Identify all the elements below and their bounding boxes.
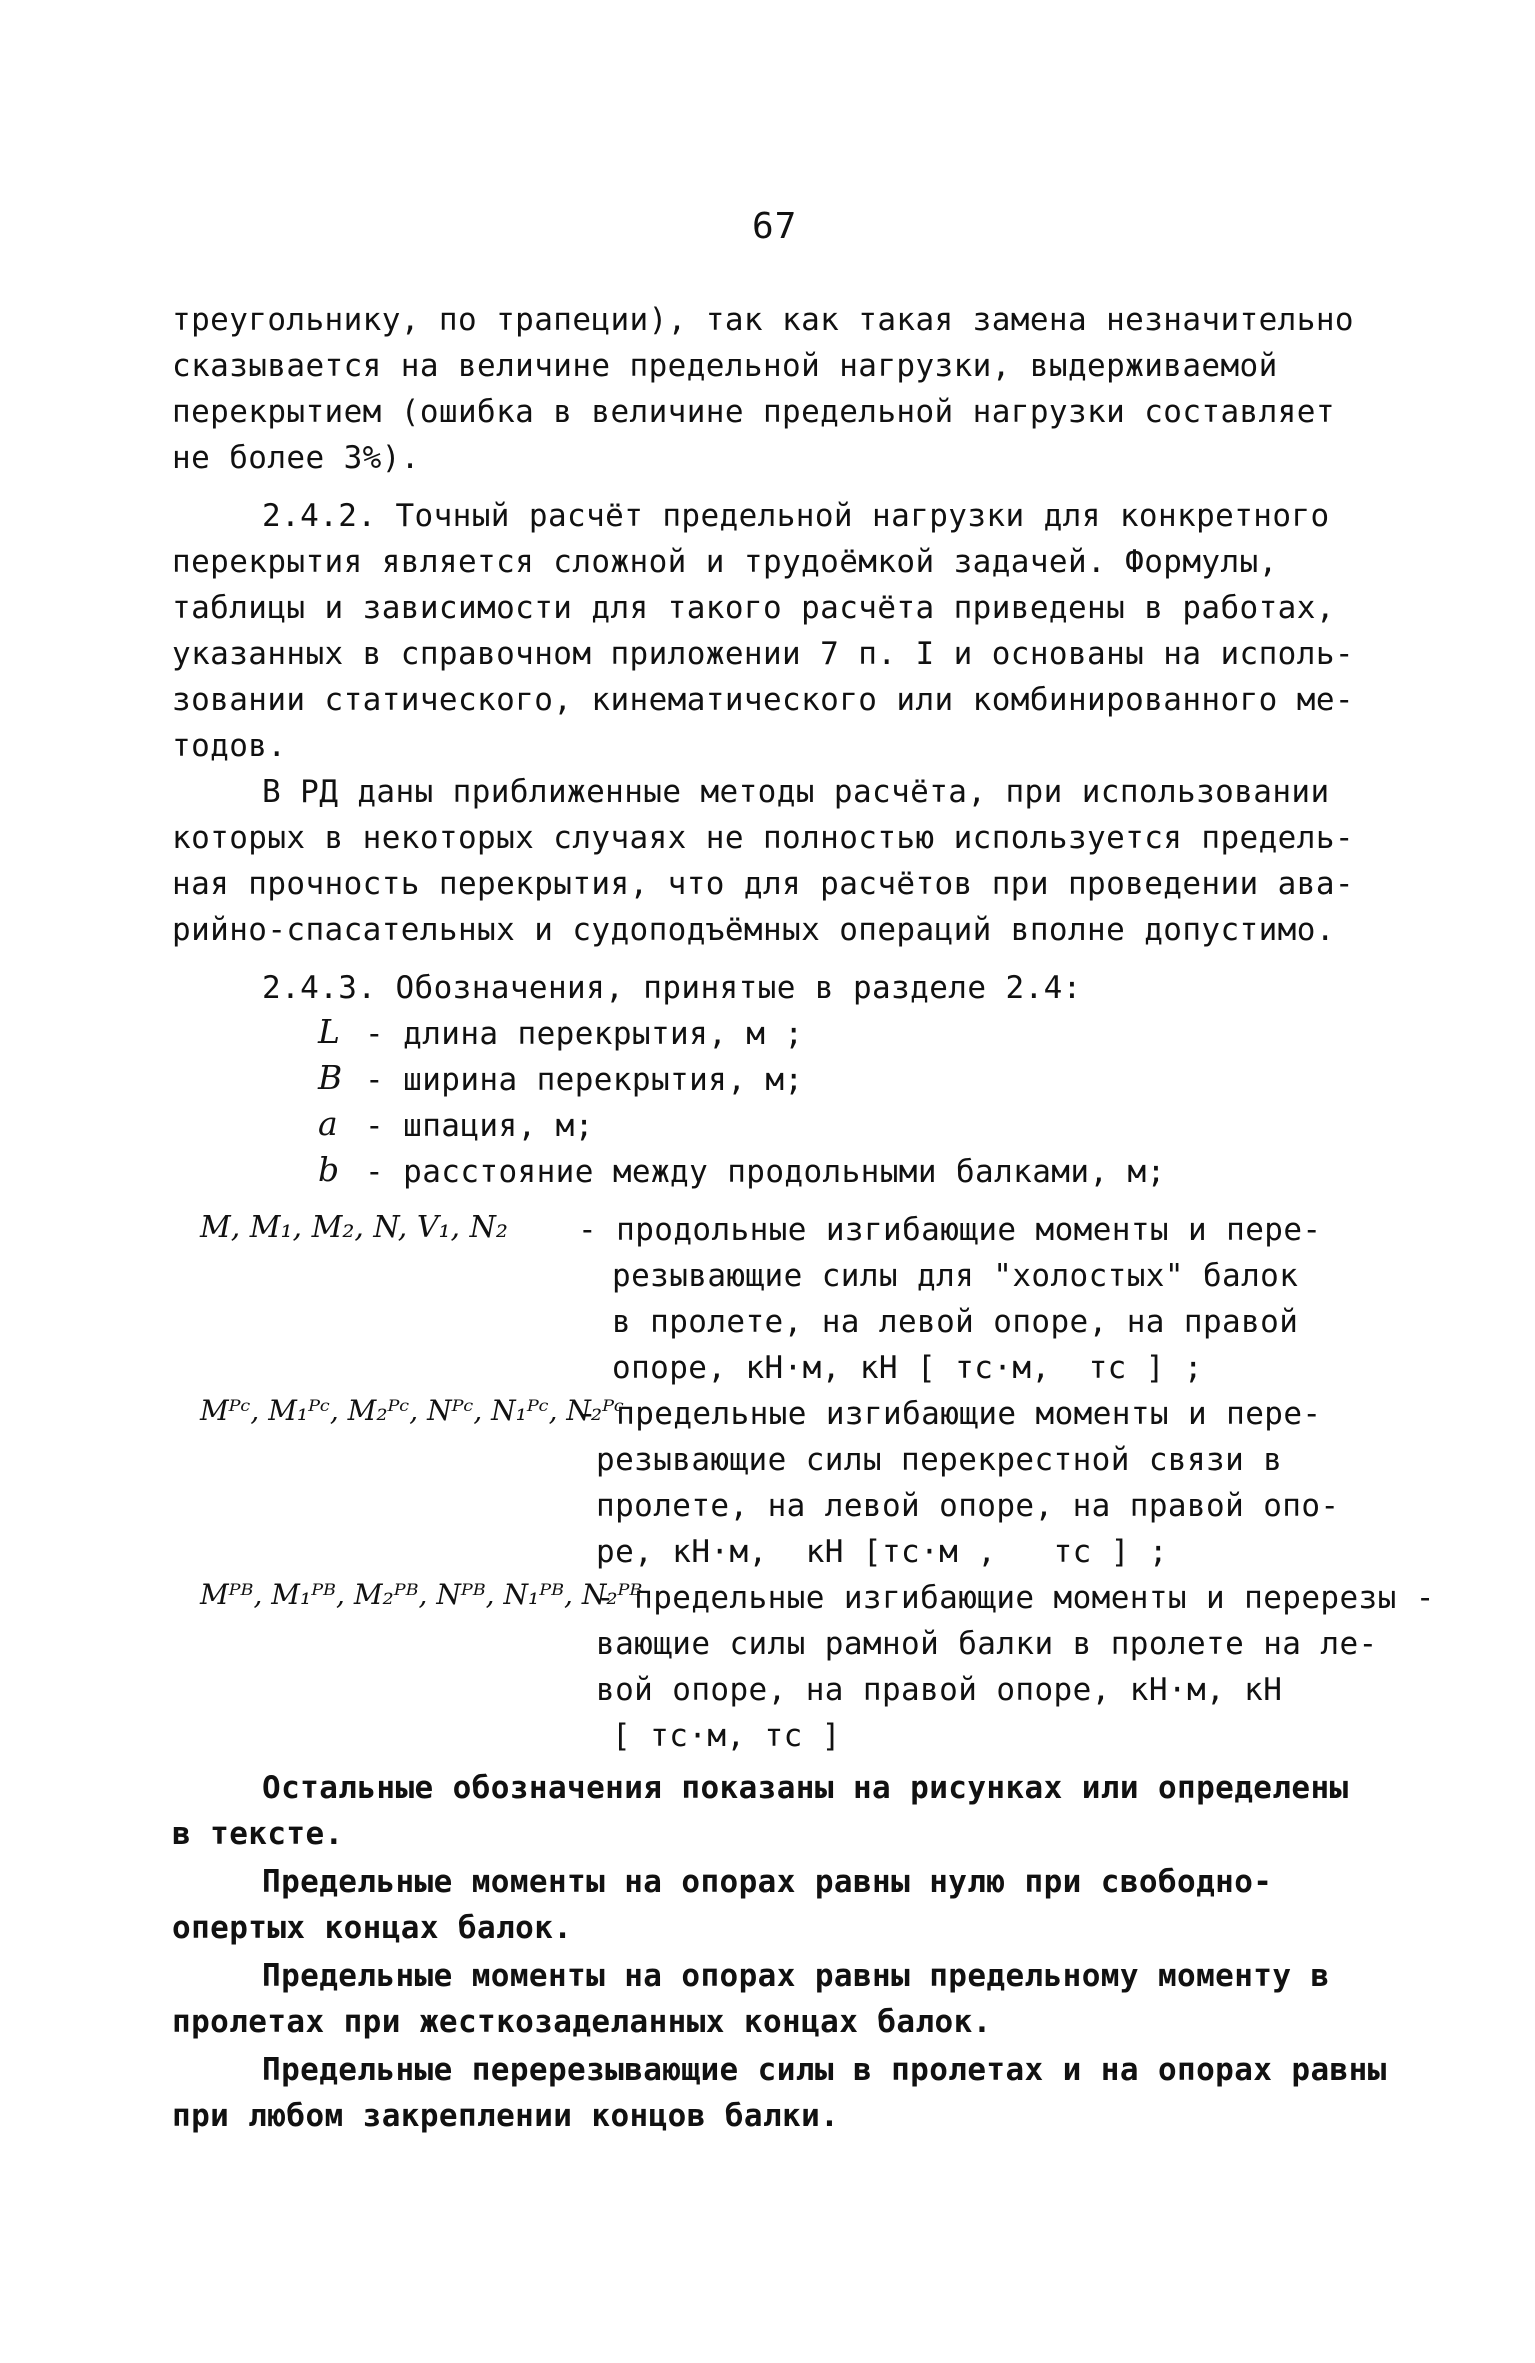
text-line: перекрытия является сложной и трудоёмкой задачей. Формулы,	[172, 544, 1278, 580]
text-line: не более 3%).	[172, 440, 420, 476]
symbol-group-idle-beams: M, M₁, M₂, N, V₁, N₂	[200, 1210, 508, 1245]
section-2-4-3-heading: 2.4.3. Обозначения, принятые в разделе 2.4:	[262, 970, 1082, 1006]
definition-line: ре, кН·м, кН [тс·м , тс ] ;	[596, 1534, 1168, 1570]
text-line: тодов.	[172, 728, 287, 764]
symbol-group-cross-link: Mᴾᶜ, M₁ᴾᶜ, M₂ᴾᶜ, Nᴾᶜ, N₁ᴾᶜ, N₂ᴾᶜ	[200, 1394, 624, 1427]
definition-line: пролете, на левой опоре, на правой опо-	[596, 1488, 1340, 1524]
symbol-b-small: b	[318, 1150, 340, 1189]
definition-width: - ширина перекрытия, м;	[365, 1062, 804, 1098]
definition-beam-distance: - расстояние между продольными балками, м;	[365, 1154, 1166, 1190]
text-line: перекрытием (ошибка в величине предельной нагрузки составляет	[172, 394, 1335, 430]
text-line: рийно-спасательных и судоподъёмных операций вполне допустимо.	[172, 912, 1335, 948]
text-line: которых в некоторых случаях не полностью используется предель-	[172, 820, 1354, 856]
text-line: Предельные перерезывающие силы в пролетах и на опорах равны	[262, 2052, 1387, 2088]
definition-line: вающие силы рамной балки в пролете на ле-	[596, 1626, 1378, 1662]
symbol-group-frame-beam: Mᴾᴮ, M₁ᴾᴮ, M₂ᴾᴮ, Nᴾᴮ, N₁ᴾᴮ, N₂ᴾᴮ	[200, 1578, 643, 1611]
text-line: сказывается на величине предельной нагрузки, выдерживаемой	[172, 348, 1278, 384]
text-line: пролетах при жесткозаделанных концах балок.	[172, 2004, 992, 2040]
text-line: при любом закреплении концов балки.	[172, 2098, 840, 2134]
text-line: в тексте.	[172, 1816, 344, 1852]
symbol-l: L	[318, 1012, 340, 1051]
definition-spacing: - шпация, м;	[365, 1108, 594, 1144]
text-line: Предельные моменты на опорах равны нулю при свободно-	[262, 1864, 1273, 1900]
definition-line: в пролете, на левой опоре, на правой	[612, 1304, 1299, 1340]
definition-line: резывающие силы перекрестной связи в	[596, 1442, 1283, 1478]
symbol-a: a	[318, 1104, 338, 1143]
definition-line: резывающие силы для "холостых" балок	[612, 1258, 1299, 1294]
definition-line: вой опоре, на правой опоре, кН·м, кН	[596, 1672, 1283, 1708]
text-line: Остальные обозначения показаны на рисунках или определены	[262, 1770, 1349, 1806]
definition-line: - продольные изгибающие моменты и пере-	[578, 1212, 1322, 1248]
text-line: зовании статического, кинематического или комбинированного ме-	[172, 682, 1354, 718]
text-line: опертых концах балок.	[172, 1910, 573, 1946]
text-line: треугольнику, по трапеции), так как такая замена незначительно	[172, 302, 1354, 338]
definition-line: - предельные изгибающие моменты и перерезы -	[596, 1580, 1435, 1616]
section-2-4-2-heading: 2.4.2. Точный расчёт предельной нагрузки для конкретного	[262, 498, 1330, 534]
text-line: указанных в справочном приложении 7 п. I и основаны на исполь-	[172, 636, 1354, 672]
text-line: ная прочность перекрытия, что для расчётов при проведении ава-	[172, 866, 1354, 902]
text-line: Предельные моменты на опорах равны предельному моменту в	[262, 1958, 1330, 1994]
page-number: 67	[752, 206, 798, 247]
definition-length: - длина перекрытия, м ;	[365, 1016, 804, 1052]
definition-line: [ тс·м, тс ]	[612, 1718, 841, 1754]
symbol-b: B	[318, 1058, 343, 1097]
text-line: таблицы и зависимости для такого расчёта приведены в работах,	[172, 590, 1335, 626]
definition-line: опоре, кН·м, кН [ тс·м, тс ] ;	[612, 1350, 1203, 1386]
definition-line: - предельные изгибающие моменты и пере-	[578, 1396, 1322, 1432]
text-line: В РД даны приближенные методы расчёта, при использовании	[262, 774, 1330, 810]
